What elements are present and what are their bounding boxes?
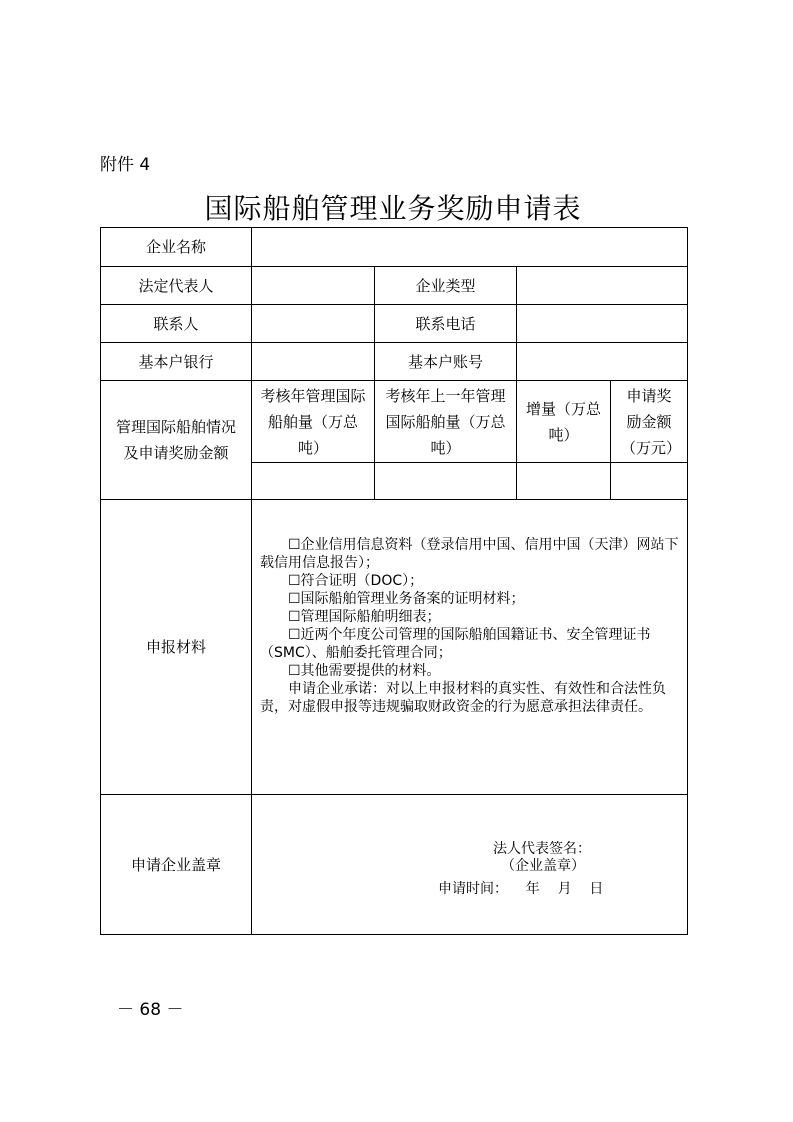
company-type-label: 企业类型 [375, 267, 517, 305]
bank-label: 基本户银行 [101, 343, 252, 381]
legal-rep-field[interactable] [252, 267, 375, 305]
materials-item[interactable]: ☐符合证明（DOC）； [288, 573, 424, 589]
contact-label: 联系人 [101, 305, 252, 343]
materials-item[interactable]: ☐国际船舶管理业务备案的证明材料； [288, 591, 525, 607]
account-field[interactable] [517, 343, 688, 381]
page-number: － 68 － [117, 1000, 184, 1020]
col1-value[interactable] [252, 463, 375, 500]
application-form-table [100, 227, 688, 935]
col3-value[interactable] [517, 463, 611, 500]
materials-list [252, 500, 688, 795]
date-line: 申请时间： 年 月 日 [438, 881, 604, 897]
signature-line: 法人代表签名： [493, 841, 591, 857]
company-type-field[interactable] [517, 267, 688, 305]
bank-field[interactable] [252, 343, 375, 381]
materials-item[interactable]: ☐管理国际船舶明细表； [288, 609, 441, 625]
seal-label: 申请企业盖章 [101, 795, 252, 935]
col4-header: 申请奖励金额（万元） [611, 381, 688, 463]
materials-label: 申报材料 [101, 500, 252, 795]
seal-line: （企业盖章） [501, 858, 585, 874]
commitment-statement: 申请企业承诺：对以上申报材料的真实性、有效性和合法性负责，对虚假申报等违规骗取财政资金的行为愿意承担法律责任。 [260, 681, 666, 715]
contact-phone-field[interactable] [517, 305, 688, 343]
col1-header: 考核年管理国际船舶量（万总吨） [252, 381, 375, 463]
ships-section-label: 管理国际船舶情况及申请奖励金额 [101, 381, 252, 500]
contact-phone-label: 联系电话 [375, 305, 517, 343]
col3-header: 增量（万总吨） [517, 381, 611, 463]
form-title: 国际船舶管理业务奖励申请表 [204, 192, 582, 225]
company-name-field[interactable] [252, 228, 688, 267]
legal-rep-label: 法定代表人 [101, 267, 252, 305]
contact-field[interactable] [252, 305, 375, 343]
signature-area [252, 795, 688, 935]
materials-item[interactable]: ☐其他需要提供的材料。 [288, 663, 441, 679]
account-label: 基本户账号 [375, 343, 517, 381]
attachment-label: 附件 4 [100, 155, 151, 175]
company-name-label: 企业名称 [101, 228, 252, 267]
materials-item[interactable]: ☐企业信用信息资料（登录信用中国、信用中国（天津）网站下载信用信息报告）； [260, 537, 679, 571]
col4-value[interactable] [611, 463, 688, 500]
materials-item[interactable]: ☐近两个年度公司管理的国际船舶国籍证书、安全管理证书（SMC）、船舶委托管理合同； [260, 627, 651, 661]
col2-header: 考核年上一年管理国际船舶量（万总吨） [375, 381, 517, 463]
col2-value[interactable] [375, 463, 517, 500]
